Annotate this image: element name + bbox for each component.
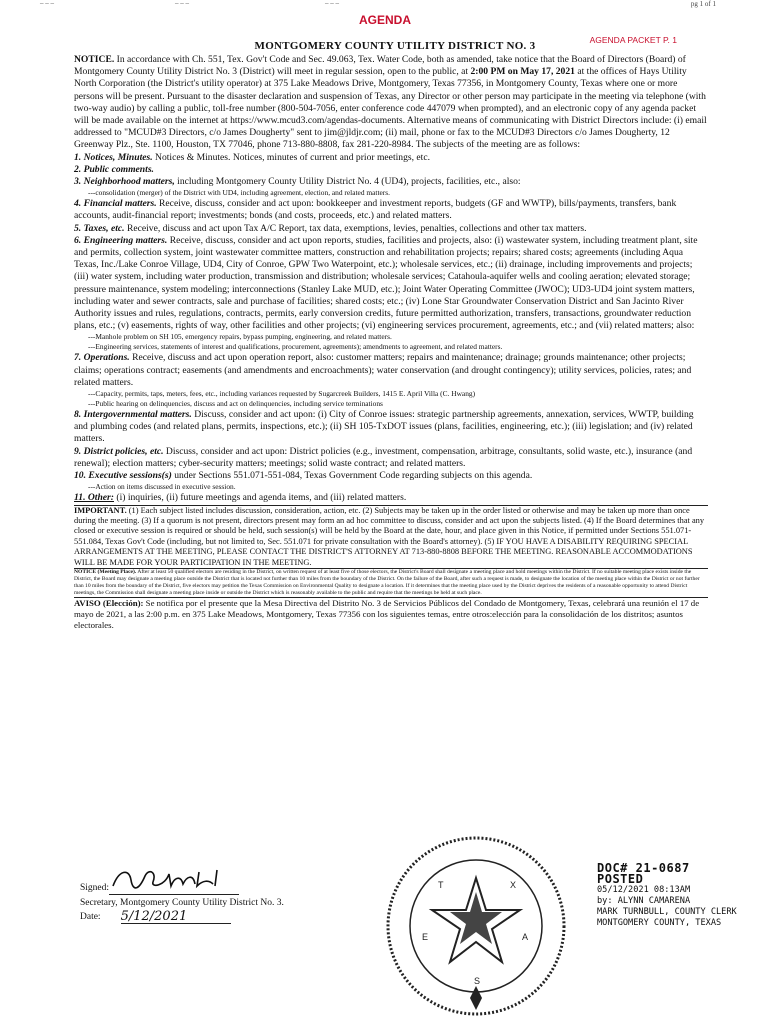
- agenda-subnote-7a: ---Capacity, permits, taps, meters, fees, etc., including variances requested by Sugarcreek Builders, 1415 E. April Villa (C. Hwang): [88, 389, 476, 399]
- county-seal: [378, 828, 574, 1024]
- signed-label: Signed:: [80, 883, 110, 893]
- signature: [109, 870, 239, 895]
- svg-text:E: E: [422, 932, 429, 942]
- date-row: [80, 910, 284, 924]
- svg-text:A: A: [522, 932, 529, 942]
- notice-body: [74, 54, 708, 631]
- agenda-item-11: 11. Other: (i) inquiries, (ii) future meetings and agenda items, and (iii) related matters.: [74, 492, 407, 504]
- agenda-item-4: 4. Financial matters. Receive, discuss, consider and act upon: bookkeeper and investment reports, budgets (GF and WWTP), bills/payments, transfers, bank accounts, audit-financial report; investments; bonds (and costs, proceeds, etc.) and related matters.: [74, 198, 677, 222]
- agenda-subnote-3: ---consolidation (merger) of the District with UD4, including agreement, election, and related matters.: [88, 188, 390, 198]
- posted-by: by: ALYNN CAMARENA: [597, 896, 691, 906]
- agenda-item-5: 5. Taxes, etc. Receive, discuss and act upon Tax A/C Report, tax data, exemptions, levies, penalties, collections and other tax matters.: [74, 222, 587, 234]
- meeting-time: 2:00 PM on May 17, 2021: [470, 66, 575, 78]
- meeting-place-notice: NOTICE (Meeting Place). After at least 50 qualified electors are residing in the District, on written request of at least five of those electors, the District's Board shall designate a meeting place and hold meetings within the District. If no suitable meeting place exists inside the District, the Board may designate a meeting place outside the District that is located not further than 10 miles from the boundary of the District. On the failure of the Board, after such a request is made, to designate the location of the meeting place within the District or not further than 10 miles from the boundary of the District, five electors may petition the Texas Commission on Environmental Quality to designate a location. If it determines that the meeting place used by the District deprives the residents of a reasonable opportunity to attend District meetings, the Commission shall designate a meeting place inside or outside the District which is reasonably available to the public and require that the meetings be held at such place.: [74, 568, 708, 597]
- date-value: 5/12/2021: [121, 910, 231, 924]
- svg-text:X: X: [510, 880, 517, 890]
- agenda-subnote-10: ---Action on items discussed in executive session.: [88, 482, 236, 492]
- agenda-item-6: 6. Engineering matters. Receive, discuss, consider and act upon reports, studies, facilities and projects, also: (i) wastewater system, including treatment plant, site and permits, collection system, joint wastewater committee matters, construction and rehabilitation projects; repairs; shared costs; agreements (including Aqua Texas, Inc./Lake Conroe Village, UD4, City of Conroe, GPW Two Waterpoint, etc.); wholesale services, etc.; (ii) drainage, including improvements and projects; (iii) water system, including water production, transmission and distribution; wholesale services; Catahoula-aquifer wells and cooling aeration; elevated storage; pressure maintenance, system modeling; interconnections (Stanley Lake MUD, etc.); Joint Water Operating Committee (JWOC); UD3-UD4 joint system matters, including water and sewer contracts, sale and purchase of facilities; shared costs; etc.; (iv) Lone Star Groundwater Conservation District and San Jacinto River Authority issues and rules, regulations, contracts, permits, early conversion credits, future permitted authorization, transfers, transactions, groundwater reduction plans, etc.; (v) easements, rights of way, other facilities and other projects; (vi) engineering services procurement, agreements, etc.; and (vii) related matters; also:: [74, 234, 698, 332]
- agenda-item-2: 2. Public comments.: [74, 163, 154, 175]
- agenda-subnote-7b: ---Public hearing on delinquencies, discuss and act on delinquencies, including service terminations: [88, 399, 383, 409]
- posted-label: POSTED: [597, 872, 644, 886]
- agenda-packet-label: AGENDA PACKET P. 1: [589, 35, 677, 45]
- notice-text: In accordance with Ch. 551, Tex. Gov't Code and Sec. 49.063, Tex. Water Code, both as amended, take notice that the Board of Directors (Board) of Montgomery County Utility District No. 3 (District) will meet in regular session, open to the public, at: [74, 54, 686, 78]
- agenda-header: AGENDA: [358, 13, 411, 27]
- important-notice: IMPORTANT. (1) Each subject listed includes discussion, consideration, action, etc. (2) Subjects may be taken up in the order listed or otherwise and may be taken up more than once during the meeting. (3) If a quorum is not present, directors present may form an ad hoc committee to discuss, consider and act upon the subjects listed. (4) If the Board determines that any closed or executive session is required or should be held, such session(s) will be held by the Board at the date, hour, and place given in this Notice, if permitted under Sections 551.071-551.084, Texas Gov't Code (including, but not limited to, Sec. 551.071 for private consultation with the Board's attorney). (5) IF YOU HAVE A DISABILITY REQUIRING SPECIAL ARRANGEMENTS AT THE MEETING, PLEASE CONTACT THE DISTRICT'S ATTORNEY AT 713-880-8808 BEFORE THE MEETING. REASONABLE ACCOMMODATIONS WILL BE MADE FOR YOUR PARTICIPATION IN THE MEETING.: [74, 505, 708, 568]
- district-title: MONTGOMERY COUNTY UTILITY DISTRICT NO. 3: [254, 40, 536, 52]
- agenda-item-7: 7. Operations. Receive, discuss and act upon operation report, also: customer matters; repairs and maintenance; drainage; grounds maintenance; other projects; claims; operations contract; easements (and amendments and encroachments); water conservation (and drought contingency); utility services, policies, rates; and related matters.: [74, 352, 692, 388]
- posting-stamp: [597, 863, 737, 929]
- county-clerk: MARK TURNBULL, COUNTY CLERK: [597, 907, 737, 917]
- notice-lead: NOTICE.: [74, 54, 115, 65]
- date-label: Date:: [80, 912, 101, 922]
- agenda-item-3: 3. Neighborhood matters, including Montgomery County Utility District No. 4 (UD4), projects, facilities, etc., also:: [74, 176, 521, 188]
- agenda-item-8: 8. Intergovernmental matters. Discuss, consider and act upon: (i) City of Conroe issues: strategic partnership agreements, annexation, services, WWTP, building and plumbing codes (and related plans, permits, inspections, etc.); (ii) SH 105-TxDOT issues (plans, facilities, engineering, etc.); (iii) legislation; and (iv) related matters.: [74, 409, 694, 445]
- agenda-item-9: 9. District policies, etc. Discuss, consider and act upon: District policies (e.g., investment, compensation, arbitrage, consultants, solid waste, etc.), insurance (and renewal); election matters; cyber-security matters; meetings; solid waste contract; and related matters.: [74, 445, 693, 469]
- secretary-label: Secretary, Montgomery County Utility District No. 3.: [80, 898, 284, 908]
- signature-block: [80, 870, 284, 924]
- svg-text:S: S: [474, 976, 481, 986]
- svg-text:T: T: [438, 880, 444, 890]
- posted-timestamp: 05/12/2021 08:13AM: [597, 885, 691, 895]
- agenda-item-1: 1. Notices, Minutes. Notices & Minutes. Notices, minutes of current and prior meetings, etc.: [74, 151, 430, 163]
- agenda-subnote-6b: ---Engineering services, statements of interest and qualifications, procurement, agreements); amendments to agreement, and related matters.: [88, 342, 503, 352]
- agenda-subnote-6a: ---Manhole problem on SH 105, emergency repairs, bypass pumping, engineering, and related matters.: [88, 332, 392, 342]
- doc-number: DOC# 21-0687: [597, 861, 690, 875]
- agenda-item-10: 10. Executive sessions(s) under Sections 551.071-551-084, Texas Government Code regarding subjects on this agenda.: [74, 470, 533, 482]
- signed-row: [80, 870, 284, 895]
- scan-header-strip: – – – – – – – – –: [40, 0, 339, 7]
- page-number: pg 1 of 1: [690, 0, 716, 8]
- notice-paragraph: [74, 54, 708, 152]
- notice-text-2: at the offices of Hays Utility North Corporation (the District's utility operator) at 375 Lake Meadows Drive, Montgomery, Texas 77356, in Montgomery County, Texas where one or more persons will be present. Pursuant to the disaster declaration and suspension of Texas, any Director or other person may participate in the meeting via telephone (with two-way audio) by calling a public, toll-free number (800-504-7056, enter conference code 447079 when prompted), and an electronic copy of any agenda packet will be made available on the internet at https://www.mcud3.com/agendas-documents. Alternative means of communicating with District Directors include: (i) email addressed to "MCUD#3 Directors, c/o James Dougherty" sent to jim@jldjr.com; (ii) mail, phone or fax to the MCUD#3 Directors c/o James Dougherty, 12 Greenway Plz., Ste. 1100, Houston, TX 77046, phone 713-880-8808, fax 281-220-8984. The subjects of the meeting are as follows:: [74, 66, 707, 151]
- aviso-notice: AVISO (Elección): Se notifica por el presente que la Mesa Directiva del Distrito No. 3 de Servicios Públicos del Condado de Montgomery, Texas, celebrará una reunión el 17 de mayo de 2021, a las 2:00 p.m. en 375 Lake Meadows, Montgomery, Texas 77356 con los siguientes temas, entre otros:elección para la consolidación de los distritos; asuntos electorales.: [74, 597, 708, 631]
- county-name: MONTGOMERY COUNTY, TEXAS: [597, 918, 722, 928]
